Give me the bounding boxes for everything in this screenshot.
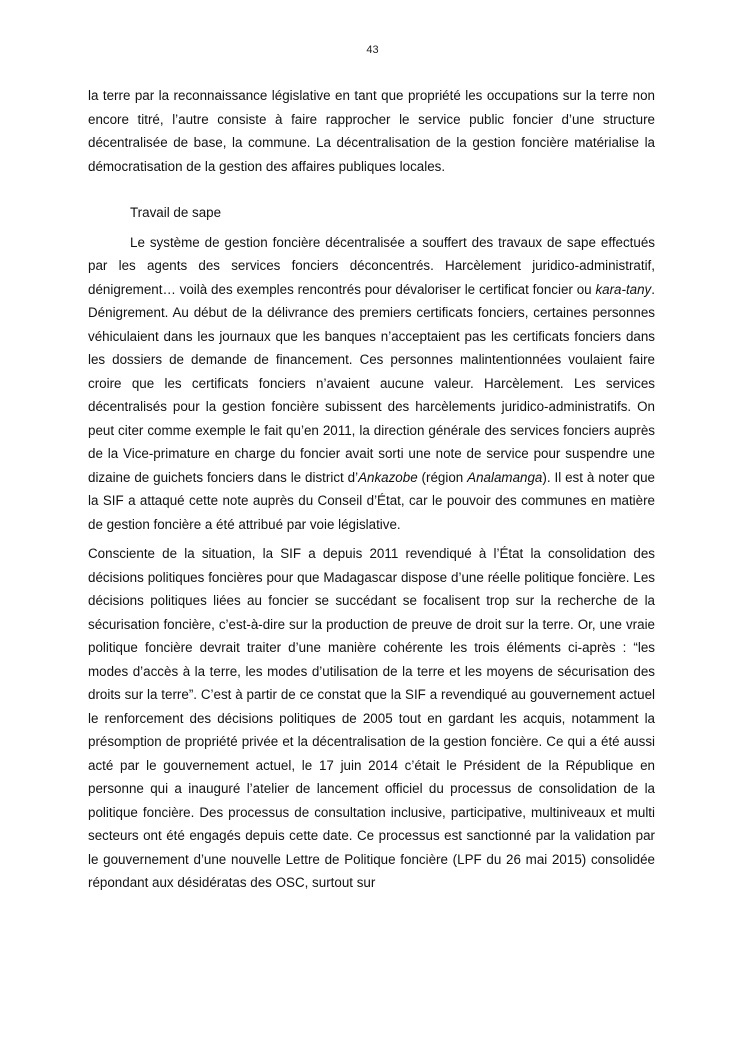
- italic-term-ankazobe: Ankazobe: [358, 469, 418, 485]
- document-body: [88, 84, 655, 895]
- text-span: Le système de gestion foncière décentralisée a souffert des travaux de sape effectués par les agents des services fonciers déconcentrés. Harcèlement juridico-administratif, dénigrement… voilà des exemples rencontrés pour dévaloriser le certificat foncier ou: [88, 234, 655, 297]
- text-span: . Dénigrement. Au début de la délivrance des premiers certificats fonciers, certaines personnes véhiculaient dans les journaux que les banques n’acceptaient pas les certificats fonciers dans les dossiers de demande de financement. Ces personnes malintentionnées voulaient faire croire que les certificats fonciers n’avaient aucune valeur. Harcèlement. Les services décentralisés pour la gestion foncière subissent des harcèlements juridico-administratifs. On peut citer comme exemple le fait qu’en 2011, la direction générale des services fonciers auprès de la Vice-primature en charge du foncier avait sorti une note de service pour suspendre une dizaine de guichets fonciers dans le district d’: [88, 281, 655, 485]
- section-heading: Travail de sape: [130, 205, 222, 220]
- page-number: 43: [366, 44, 379, 56]
- italic-term-analamanga: Analamanga: [467, 469, 543, 485]
- italic-term-kara-tany: kara-tany: [595, 281, 652, 297]
- text-span: (région: [417, 469, 468, 485]
- spacer: [88, 178, 655, 201]
- paragraph-intro: la terre par la reconnaissance législative en tant que propriété les occupations sur la terre non encore titré, l’autre consiste à faire rapprocher le service public foncier d’une structure décentralisée de base, la commune. La décentralisation de la gestion foncière matérialise la démocratisation de la gestion des affaires publiques locales.: [88, 88, 655, 174]
- text-span: ). Il est à noter que la SIF a attaqué cette note auprès du Conseil d’État, car le pouvoir des communes en matière de gestion foncière a été attribué par voie législative.: [88, 469, 656, 532]
- paragraph-travail-de-sape: [88, 231, 655, 537]
- paragraph-consciente: Consciente de la situation, la SIF a depuis 2011 revendiqué à l’État la consolidation des décisions politiques foncières pour que Madagascar dispose d’une réelle politique foncière. Les décisions politiques liées au foncier se succédant se focalisent trop sur la recherche de la sécurisation foncière, c’est-à-dire sur la production de preuve de droit sur la terre. Or, une vraie politique foncière devrait traiter d’une manière cohérente les trois éléments ci-après : “les modes d’accès à la terre, les modes d’utilisation de la terre et les moyens de sécurisation des droits sur la terre”. C’est à partir de ce constat que la SIF a revendiqué au gouvernement actuel le renforcement des décisions politiques de 2005 tout en gardant les acquis, notamment la présomption de propriété privée et la décentralisation de la gestion foncière. Ce qui a été aussi acté par le gouvernement actuel, le 17 juin 2014 c’était le Président de la République en personne qui a inauguré l’atelier de lancement officiel du processus de consolidation de la politique foncière. Des processus de consultation inclusive, participative, multiniveaux et multi secteurs ont été engagés depuis cette date. Ce processus est sanctionné par la validation par le gouvernement d’une nouvelle Lettre de Politique foncière (LPF du 26 mai 2015) consolidée répondant aux désidératas des OSC, surtout sur: [88, 546, 655, 890]
